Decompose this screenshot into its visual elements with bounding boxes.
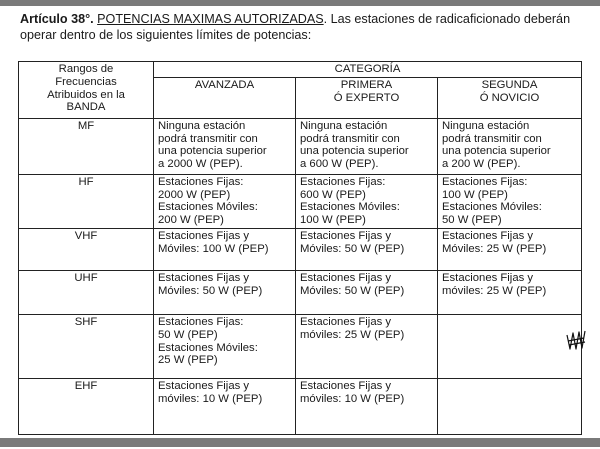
- power-limit-cell: [438, 228, 582, 270]
- column-header-line: Ó EXPERTO: [333, 91, 400, 104]
- cell-line: Estaciones Fijas y: [442, 229, 534, 242]
- cell-line: móviles: 25 W (PEP): [442, 284, 547, 297]
- power-limit-cell: [438, 378, 582, 434]
- cell-line: Estaciones Fijas y: [300, 315, 392, 328]
- column-header-primera: [296, 77, 438, 118]
- cell-line: Móviles: 25 W (PEP): [442, 242, 547, 255]
- power-limit-cell: [154, 228, 296, 270]
- cell-line: Ninguna estación: [300, 119, 388, 132]
- power-limit-cell: [438, 118, 582, 174]
- bottom-border-bar: [0, 438, 600, 447]
- table-row: [19, 314, 582, 378]
- cell-line: Estaciones Fijas y: [300, 379, 392, 392]
- cell-line: Móviles: 100 W (PEP): [158, 242, 269, 255]
- power-limit-cell: [154, 270, 296, 314]
- range-header: [19, 62, 154, 119]
- power-limit-cell: [296, 174, 438, 228]
- article-number: Artículo 38°.: [20, 12, 94, 26]
- power-limit-cell: [438, 270, 582, 314]
- column-header-line: Ó NOVICIO: [479, 91, 540, 104]
- band-cell: HF: [19, 174, 154, 228]
- cell-line: móviles: 25 W (PEP): [300, 328, 405, 341]
- cell-line: una potencia superior: [158, 145, 267, 158]
- cell-line: móviles: 10 W (PEP): [300, 392, 405, 405]
- table-row: [19, 174, 582, 228]
- cell-line: 50 W (PEP): [442, 214, 502, 227]
- cell-line: Estaciones Fijas:: [158, 315, 244, 328]
- article-heading: [20, 12, 590, 43]
- power-limits-table: [18, 61, 582, 435]
- cell-line: una potencia superior: [300, 145, 409, 158]
- cell-line: a 600 W (PEP).: [300, 158, 379, 171]
- band-cell: SHF: [19, 314, 154, 378]
- cell-line: 100 W (PEP): [442, 188, 508, 201]
- table-body: [19, 118, 582, 434]
- cell-line: 600 W (PEP): [300, 188, 366, 201]
- cell-line: Estaciones Móviles:: [158, 341, 258, 354]
- cell-line: 2000 W (PEP): [158, 188, 231, 201]
- cell-line: Estaciones Fijas:: [300, 175, 386, 188]
- column-header-line: AVANZADA: [194, 78, 255, 91]
- power-limit-cell: [296, 118, 438, 174]
- cell-line: Estaciones Fijas y: [158, 229, 250, 242]
- power-limit-cell: [154, 378, 296, 434]
- band-cell: EHF: [19, 378, 154, 434]
- cell-line: a 2000 W (PEP).: [158, 158, 243, 171]
- cell-line: Estaciones Fijas:: [442, 175, 528, 188]
- range-header-line: Atribuidos en la: [47, 88, 125, 101]
- cell-line: Estaciones Fijas y: [300, 271, 392, 284]
- cell-line: 100 W (PEP): [300, 214, 366, 227]
- cell-line: podrá transmitir con: [158, 132, 258, 145]
- band-cell: VHF: [19, 228, 154, 270]
- power-limit-cell: [438, 314, 582, 378]
- cell-line: Estaciones Móviles:: [300, 201, 400, 214]
- band-cell: MF: [19, 118, 154, 174]
- range-header-line: BANDA: [66, 101, 106, 114]
- top-border-bar: [0, 0, 600, 6]
- cell-line: Estaciones Fijas:: [158, 175, 244, 188]
- column-header-line: SEGUNDA: [481, 78, 538, 91]
- cell-line: Estaciones Fijas y: [158, 379, 250, 392]
- cell-line: 200 W (PEP): [158, 214, 224, 227]
- power-limit-cell: [438, 174, 582, 228]
- cell-line: Ninguna estación: [158, 119, 246, 132]
- column-header-segunda: [438, 77, 582, 118]
- cell-line: Estaciones Móviles:: [158, 201, 258, 214]
- cell-line: Móviles: 50 W (PEP): [158, 284, 263, 297]
- handwritten-scribble: [565, 327, 587, 355]
- table-row: [19, 118, 582, 174]
- cell-line: podrá transmitir con: [442, 132, 542, 145]
- power-limit-cell: [296, 314, 438, 378]
- cell-line: Estaciones Fijas y: [158, 271, 250, 284]
- cell-line: Estaciones Fijas y: [300, 229, 392, 242]
- column-header-avanzada: [154, 77, 296, 118]
- cell-line: a 200 W (PEP).: [442, 158, 521, 171]
- table-row: [19, 270, 582, 314]
- range-header-line: Rangos de: [58, 63, 114, 75]
- table-row: [19, 378, 582, 434]
- cell-line: Estaciones Fijas y: [442, 271, 534, 284]
- cell-line: móviles: 10 W (PEP): [158, 392, 263, 405]
- power-limit-cell: [154, 118, 296, 174]
- power-limit-cell: [296, 228, 438, 270]
- article-title: POTENCIAS MAXIMAS AUTORIZADAS: [97, 12, 324, 26]
- cell-line: 50 W (PEP): [158, 328, 218, 341]
- cell-line: Móviles: 50 W (PEP): [300, 242, 405, 255]
- cell-line: Estaciones Móviles:: [442, 201, 542, 214]
- cell-line: podrá transmitir con: [300, 132, 400, 145]
- cell-line: una potencia superior: [442, 145, 551, 158]
- article-text: . Las estaciones de radicaficionado deberán operar dentro de los siguientes límites de potencias:: [20, 12, 571, 42]
- band-cell: UHF: [19, 270, 154, 314]
- range-header-line: Frecuencias: [55, 75, 117, 88]
- cell-line: 25 W (PEP): [158, 354, 218, 367]
- category-header: CATEGORÍA: [154, 62, 582, 78]
- power-limit-cell: [296, 378, 438, 434]
- cell-line: Móviles: 50 W (PEP): [300, 284, 405, 297]
- table-row: [19, 228, 582, 270]
- power-limit-cell: [154, 174, 296, 228]
- power-limit-cell: [296, 270, 438, 314]
- cell-line: Ninguna estación: [442, 119, 530, 132]
- power-limit-cell: [154, 314, 296, 378]
- column-header-line: PRIMERA: [340, 78, 393, 91]
